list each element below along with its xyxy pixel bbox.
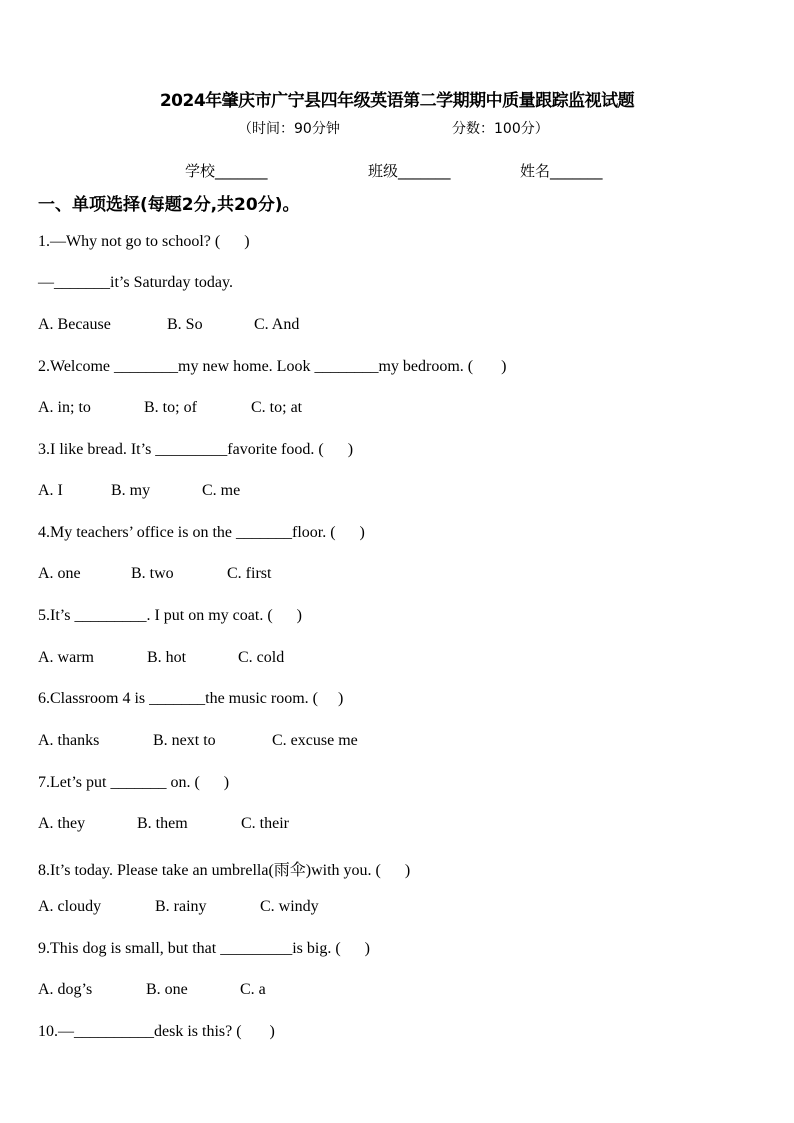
question-9-option-a[interactable]: A. dog’s xyxy=(38,981,93,998)
question-8-stem: 8.It’s today. Please take an umbrella(雨伞)with you. ( ) xyxy=(38,862,411,879)
question-9-option-c[interactable]: C. a xyxy=(240,981,266,998)
question-6-option-c[interactable]: C. excuse me xyxy=(272,732,358,749)
question-5-option-b[interactable]: B. hot xyxy=(147,649,187,666)
question-1-option-c[interactable]: C. And xyxy=(254,316,300,333)
question-3-option-c[interactable]: C. me xyxy=(202,482,241,499)
question-2-option-c[interactable]: C. to; at xyxy=(251,399,303,416)
question-2-option-b[interactable]: B. to; of xyxy=(144,399,197,416)
exam-time: （时间：90分钟 xyxy=(238,121,340,137)
name-field: 姓名_______ xyxy=(520,162,603,180)
school-field: 学校_______ xyxy=(185,162,268,180)
question-4-option-b[interactable]: B. two xyxy=(131,565,174,582)
question-10-stem: 10.—__________desk is this? ( ) xyxy=(38,1023,275,1040)
class-field: 班级_______ xyxy=(368,162,451,180)
question-2-option-a[interactable]: A. in; to xyxy=(38,399,91,416)
question-5-option-a[interactable]: A. warm xyxy=(38,649,94,666)
question-9-option-b[interactable]: B. one xyxy=(146,981,188,998)
question-4-stem: 4.My teachers’ office is on the _______floor. ( ) xyxy=(38,524,365,541)
question-7-option-b[interactable]: B. them xyxy=(137,815,188,832)
question-7-option-c[interactable]: C. their xyxy=(241,815,289,832)
question-7-option-a[interactable]: A. they xyxy=(38,815,86,832)
question-2-stem: 2.Welcome ________my new home. Look ________my bedroom. ( ) xyxy=(38,358,507,375)
question-8-option-b[interactable]: B. rainy xyxy=(155,898,207,915)
exam-score: 分数：100分） xyxy=(452,121,549,137)
question-5-stem: 5.It’s _________. I put on my coat. ( ) xyxy=(38,607,302,624)
exam-title: 2024年肇庆市广宁县四年级英语第二学期期中质量跟踪监视试题 xyxy=(159,91,635,111)
question-4-option-c[interactable]: C. first xyxy=(227,565,272,582)
question-6-stem: 6.Classroom 4 is _______the music room. ( ) xyxy=(38,690,344,707)
question-3-option-b[interactable]: B. my xyxy=(111,482,151,499)
question-3-stem: 3.I like bread. It’s _________favorite food. ( ) xyxy=(38,441,354,458)
question-8-option-a[interactable]: A. cloudy xyxy=(38,898,102,915)
question-7-stem: 7.Let’s put _______ on. ( ) xyxy=(38,774,230,791)
question-1-extra: —_______it’s Saturday today. xyxy=(38,274,233,291)
question-8-option-c[interactable]: C. windy xyxy=(260,898,319,915)
question-1-stem: 1.—Why not go to school? ( ) xyxy=(38,233,250,250)
question-6-option-b[interactable]: B. next to xyxy=(153,732,216,749)
section-title: 一、单项选择(每题2分,共20分)。 xyxy=(38,195,300,215)
question-4-option-a[interactable]: A. one xyxy=(38,565,81,582)
question-9-stem: 9.This dog is small, but that _________is big. ( ) xyxy=(38,940,370,957)
question-6-option-a[interactable]: A. thanks xyxy=(38,732,100,749)
question-1-option-a[interactable]: A. Because xyxy=(38,316,111,333)
question-3-option-a[interactable]: A. I xyxy=(38,482,63,499)
question-1-option-b[interactable]: B. So xyxy=(167,316,203,333)
question-5-option-c[interactable]: C. cold xyxy=(238,649,285,666)
